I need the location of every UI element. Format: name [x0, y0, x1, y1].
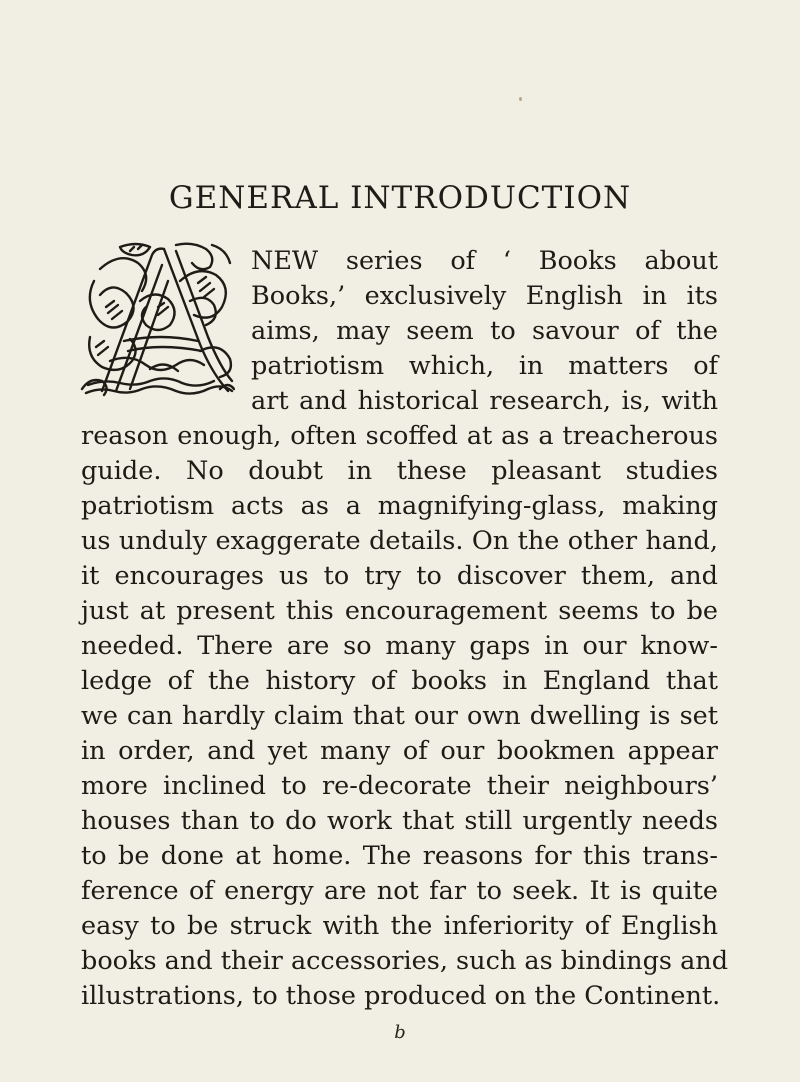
decorated-initial-a-icon	[80, 241, 235, 399]
text-line-6: reason enough, often scoffed at as a treacherous	[81, 421, 718, 451]
paper-speck	[519, 97, 522, 101]
text-line-5: art and historical research, is, with	[251, 386, 718, 416]
text-line-12: needed. There are so many gaps in our know-	[81, 631, 718, 661]
text-line-21: books and their accessories, such as bindings and	[81, 946, 729, 976]
text-line-11: just at present this encouragement seems to be	[81, 596, 718, 626]
page-heading: GENERAL INTRODUCTION	[168, 180, 632, 216]
text-line-17: houses than to do work that still urgently needs	[81, 806, 718, 836]
text-line-20: easy to be struck with the inferiority of English	[81, 911, 718, 941]
text-line-9: us unduly exaggerate details. On the other hand,	[81, 526, 718, 556]
signature-mark: b	[394, 1022, 406, 1043]
text-line-4: patriotism which, in matters of	[251, 351, 718, 381]
text-line-8: patriotism acts as a magnifying-glass, making	[81, 491, 718, 521]
text-line-15: in order, and yet many of our bookmen appear	[81, 736, 718, 766]
text-line-19: ference of energy are not far to seek. It is quite	[81, 876, 718, 906]
text-line-18: to be done at home. The reasons for this trans-	[81, 841, 718, 871]
text-line-16: more inclined to re-decorate their neighbours’	[81, 771, 718, 801]
text-line-10: it encourages us to try to discover them, and	[81, 561, 718, 591]
text-line-22: illustrations, to those produced on the Continent.	[81, 981, 721, 1011]
text-line-3: aims, may seem to savour of the	[251, 316, 718, 346]
text-line-7: guide. No doubt in these pleasant studies	[81, 456, 718, 486]
text-line-13: ledge of the history of books in England that	[81, 666, 718, 696]
text-line-1: NEW series of ‘ Books about	[251, 246, 718, 276]
text-line-14: we can hardly claim that our own dwelling is set	[81, 701, 718, 731]
text-line-2: Books,’ exclusively English in its	[251, 281, 718, 311]
